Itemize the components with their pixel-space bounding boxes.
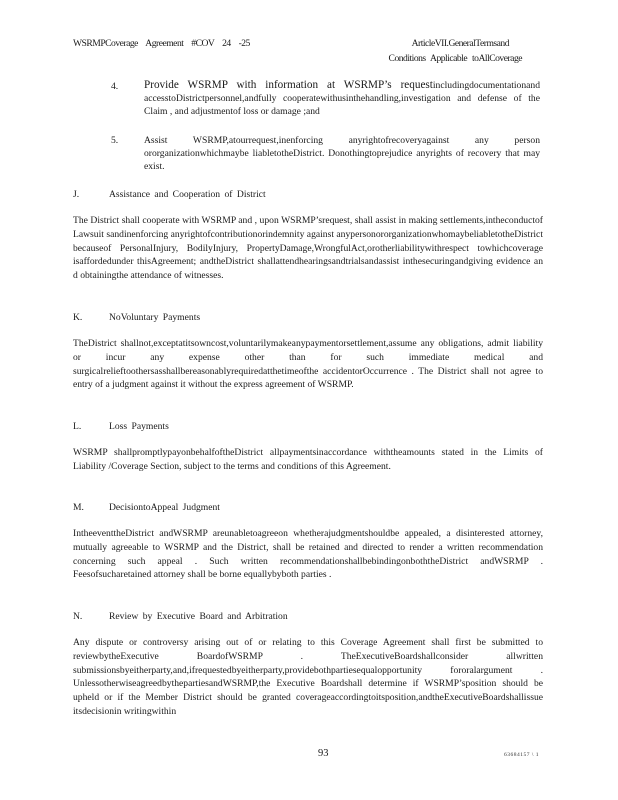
list-item-number: 5. bbox=[111, 135, 119, 146]
section-heading: DecisiontoAppeal Judgment bbox=[109, 502, 220, 513]
section-heading: NoVoluntary Payments bbox=[109, 312, 201, 323]
list-item-text: Assist WSRMP,atourrequest,inenforcing anyrightofrecoveryagainst any person ororganizationwhichmaybe liabletotheDistrict. Donothingtoprejudice anyrights of recovery that may exist. bbox=[144, 135, 540, 172]
section-paragraph: Any dispute or controversy arising out of or relating to this Coverage Agreement shall first be submitted to reviewbytheExecutive BoardofWSRMP . TheExecutiveBoardshallconsider allwritten submissionsbyeitherparty,and,ifrequestedbyeitherparty,providebothpartiesequalopportunity fororalargument . UnlessotherwiseagreedbythepartiesandWSRMP,the Executive Boardshall determine if WSRMP’sposition should be upheld or if the Member District should be granted coverageaccordingtoitsposition,andtheExecutiveBoardshallissue itsdecisionin writingwithin bbox=[73, 637, 543, 717]
section-paragraph: TheDistrict shallnot,exceptatitsowncost,voluntarilymakeanypaymentorsettlement,assume any obligations, admit liability or incur any expense other than for such immediate medical and surgicalrelieftoothersasshallbereasonablyrequiredatthetimeofthe accidentorOccurrence . The District shall not agree to entry of a judgment against it without the express agreement of WSRMP. bbox=[73, 338, 543, 391]
section-paragraph: WSRMP shallpromptlypayonbehalfoftheDistrict allpaymentsinaccordance withtheamounts stated in the Limits of Liability /Coverage Section, subject to the terms and conditions of this Agreement. bbox=[73, 447, 543, 472]
document-code: 63684157 \ 1 bbox=[504, 752, 540, 758]
header-article-line1: ArticleVII.GeneralTermsand bbox=[411, 38, 509, 49]
section-letter: N. bbox=[73, 611, 83, 622]
section-letter: M. bbox=[73, 502, 84, 513]
section-heading: Review by Executive Board and Arbitration bbox=[109, 611, 288, 622]
list-item-text bbox=[144, 79, 540, 118]
section-letter: L. bbox=[73, 421, 82, 432]
section-letter: K. bbox=[73, 312, 83, 323]
list-item-number: 4. bbox=[111, 81, 119, 92]
list-item-continuation: includingdocumentationand accesstoDistrictpersonnel,andfully cooperatewithusinthehandling,investigation and defense of the Claim , and adjustmentof loss or damage ;and bbox=[144, 80, 540, 117]
section-heading: Loss Payments bbox=[109, 421, 169, 432]
section-heading: Assistance and Cooperation of District bbox=[109, 189, 266, 200]
header-article-line2: Conditions Applicable toAllCoverage bbox=[388, 53, 522, 64]
section-paragraph: IntheeventtheDistrict andWSRMP areunabletoagreeon whetherajudgmentshouldbe appealed, a disinterested attorney, mutually agreeable to WSRMP and the District, shall be retained and directed to render a written recommendation concerning such appeal . Such written recommendationshallbebindingonboththeDistrict andWSRMP . Feesofsucharetained attorney shall be borne equallybyboth parties . bbox=[73, 528, 543, 581]
section-paragraph: The District shall cooperate with WSRMP and , upon WSRMP’srequest, shall assist in making settlements,intheconductof Lawsuit sandinenforcing anyrightofcontributionorindemnity against anypersonororganizationwhomaybeliabletotheDistrict becauseof PersonalInjury, BodilyInjury, PropertyDamage,WrongfulAct,orotherliabilitywithrespect towhichcoverage isaffordedunder thisAgreement; andtheDistrict shallattendhearingsandtrialsandassist inthesecuringandgiving evidence an d obtainingthe attendance of witnesses. bbox=[73, 215, 543, 282]
list-item-lead: Provide WSRMP with information at WSRMP’s request bbox=[144, 79, 433, 91]
header-agreement-id: WSRMPCoverage Agreement #COV 24 -25 bbox=[73, 38, 250, 49]
section-letter: J. bbox=[73, 189, 80, 200]
page-number: 93 bbox=[318, 748, 329, 759]
